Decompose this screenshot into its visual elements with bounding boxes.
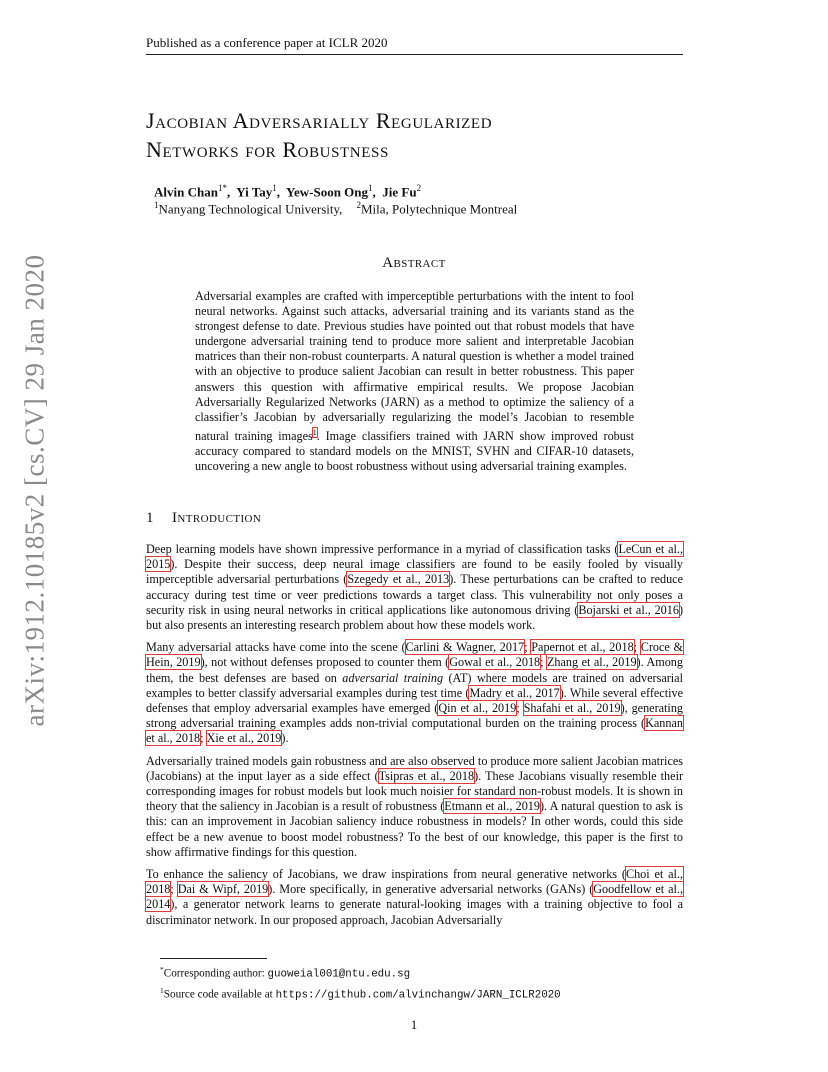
affiliations <box>154 200 517 217</box>
page-number: 1 <box>410 1017 418 1032</box>
author-affiliation-mark: 1 <box>368 183 373 193</box>
text-run: ; <box>200 731 207 746</box>
text-run: Many adversarial attacks have come into the scene ( <box>146 640 406 655</box>
citation-link[interactable]: Goodfellow et al., 2014 <box>146 882 683 912</box>
citation-link[interactable]: Carlini & Wagner, 2017 <box>405 640 525 655</box>
citation-link[interactable]: Choi et al., 2018 <box>146 867 683 897</box>
text-run: Deep learning models have shown impressive performance in a myriad of classification tasks ( <box>146 542 619 556</box>
citation-link[interactable]: Qin et al., 2019 <box>438 701 517 716</box>
affiliation-text: Nanyang Technological University, <box>158 201 343 217</box>
citation-link[interactable]: Gowal et al., 2018 <box>449 655 541 670</box>
paragraph <box>146 640 683 746</box>
citation-link[interactable]: Madry et al., 2017 <box>469 685 560 700</box>
arxiv-identifier: arXiv:1912.10185v2 [cs.CV] 29 Jan 2020 <box>19 254 50 726</box>
introduction-body <box>146 542 683 935</box>
title-line-2: Networks for Robustness <box>146 137 389 162</box>
text-run: ). Despite their success, deep neural image classifiers are found to be easily fooled by visually imperceptible adversarial perturbations ( <box>146 557 683 587</box>
author-affiliation-mark: 1 <box>217 183 223 193</box>
title-line-1: Jacobian Adversarially Regularized <box>146 108 493 133</box>
citation-link[interactable]: LeCun et al., 2015 <box>146 542 683 572</box>
text-run: ; <box>170 882 178 897</box>
paper-title <box>146 106 706 164</box>
citation-link[interactable]: Bojarski et al., 2016 <box>578 602 679 617</box>
header-rule <box>146 54 683 55</box>
text-run: (AT) where models are trained on adversarial examples to better classify adversarial examples during test time ( <box>146 670 683 700</box>
text-run: ). Among them, the best defenses are based on <box>146 655 683 685</box>
footnote-email: guoweial001@ntu.edu.sg <box>267 968 411 981</box>
text-run: ), a generator network learns to generate natural-looking images with a training objective to fool a discriminator network. In our proposed approach, Jacobian Adversarially <box>146 897 683 927</box>
citation-link[interactable]: Dai & Wipf, 2019 <box>177 882 269 897</box>
affiliation-number: 1 <box>154 200 159 210</box>
paragraph <box>146 754 683 860</box>
text-run: ) but also presents an interesting research problem about how these models work. <box>146 602 684 633</box>
author-name: Jie Fu <box>382 184 417 200</box>
text-run: ). These Jacobians visually resemble their corresponding images for robust models but look much noisier for standard non-robust models. It is shown in theory that the saliency in Jacobian is a result of robustness ( <box>146 768 684 814</box>
footnote-rule <box>160 958 267 959</box>
text-run: ). More specifically, in generative adversarial networks (GANs) ( <box>268 882 594 897</box>
text-run: ), generating strong adversarial training examples adds non-trivial computational burden on the training process ( <box>146 701 684 731</box>
section-title: Introduction <box>172 510 262 526</box>
running-header: Published as a conference paper at ICLR 2020 <box>146 35 388 50</box>
citation-link[interactable]: Zhang et al., 2019 <box>546 655 637 670</box>
footnote-mark: 1 <box>160 985 164 995</box>
arxiv-side-stamp <box>10 254 60 726</box>
emphasized-term: adversarial training <box>342 670 444 685</box>
citation-link[interactable]: Xie et al., 2019 <box>206 731 282 746</box>
author-affiliation-mark: 1 <box>272 183 277 193</box>
text-run: ). These perturbations can be crafted to reduce accuracy during test time or veer predictions towards a target class. This vulnerability not only poses a security risk in using neural networks in critical applications like autonomous driving ( <box>146 572 683 617</box>
corresponding-author-mark[interactable]: * <box>222 183 227 193</box>
text-run: ). While several effective defenses that employ adversarial examples have emerged ( <box>146 685 683 716</box>
affiliation-number: 2 <box>356 200 361 210</box>
footnote-mark: * <box>160 965 164 974</box>
abstract-heading: Abstract <box>382 255 446 271</box>
text-run: ). <box>281 731 289 746</box>
citation-link[interactable]: Shafahi et al., 2019 <box>523 701 621 716</box>
citation-link[interactable]: Szegedy et al., 2013 <box>347 572 450 587</box>
author-affiliation-mark: 2 <box>416 183 422 193</box>
citation-link[interactable]: Croce & Hein, 2019 <box>146 640 683 670</box>
abstract-text: Adversarial examples are crafted with imperceptible perturbations with the intent to fool neural networks. Against such attacks, adversarial training and its variants stand as the strongest defense to date. Previous studies have pointed out that robust models that have undergone adversarial training tend to produce more salient and interpretable Jacobian matrices than their non-robust counterparts. A natural question is whether a model trained with an objective to produce salient Jacobian can result in better robustness. This paper answers this question with affirmative empirical results. We propose Jacobian Adversarially Regularized Networks (JARN) as a method to optimize the saliency of a classifier’s Jacobian by adversarially regularizing the model’s Jacobian to resemble natural training images <box>195 289 634 443</box>
text-run: Adversarially trained models gain robustness and are also observed to produce more salient Jacobian matrices (Jacobians) at the input layer as a side effect ( <box>146 753 683 783</box>
abstract-text: . Image classifiers trained with JARN show improved robust accuracy compared to standard models on the MNIST, SVHN and CIFAR-10 datasets, uncovering a new angle to boost robustness without using adversarial training examples. <box>195 428 634 474</box>
footnotes <box>160 962 683 1003</box>
text-run: ; <box>540 655 547 670</box>
author-name: Yi Tay <box>236 184 273 200</box>
section-number: 1 <box>146 510 154 526</box>
author-list: Alvin Chan$^{1*}$, Yi Tay$^1$, Yew-Soon Ong$^1$, Jie Fu$^2$ <box>154 183 422 200</box>
text-run: ). A natural question to ask is this: can an improvement in Jacobian saliency induce robustness in models? In other words, could this side effect be a new avenue to boost model robustness? To the best of our knowledge, this paper is the first to show affirmative findings for this question. <box>146 799 684 859</box>
paragraph <box>146 867 683 928</box>
affiliation-text: Mila, Polytechnique Montreal <box>360 201 518 217</box>
footnote-text: Source code available at <box>163 988 276 1001</box>
citation-link[interactable]: Kannan et al., 2018 <box>146 716 683 746</box>
text-run: ; <box>633 640 641 655</box>
footnote <box>160 983 683 1004</box>
text-run: ), not without defenses proposed to counter them ( <box>200 655 450 670</box>
citation-link[interactable]: Tsipras et al., 2018 <box>378 768 475 783</box>
footnote-url[interactable]: https://github.com/alvinchangw/JARN_ICLR2020 <box>275 989 561 1002</box>
text-run: ; <box>516 701 524 716</box>
text-run: To enhance the saliency of Jacobians, we draw inspirations from neural generative networks ( <box>146 867 626 882</box>
paragraph <box>146 542 683 633</box>
footnote <box>160 962 683 983</box>
text-run: ; <box>524 640 532 655</box>
citation-link[interactable]: Papernot et al., 2018 <box>531 640 634 655</box>
author-name: Yew-Soon Ong <box>286 184 369 200</box>
footnote-link[interactable]: 1 <box>312 427 317 437</box>
abstract-body <box>195 289 634 474</box>
citation-link[interactable]: Etmann et al., 2019 <box>444 799 540 814</box>
author-name: Alvin Chan <box>154 184 218 200</box>
section-heading <box>146 510 261 527</box>
footnote-text: Corresponding author: <box>163 967 268 980</box>
